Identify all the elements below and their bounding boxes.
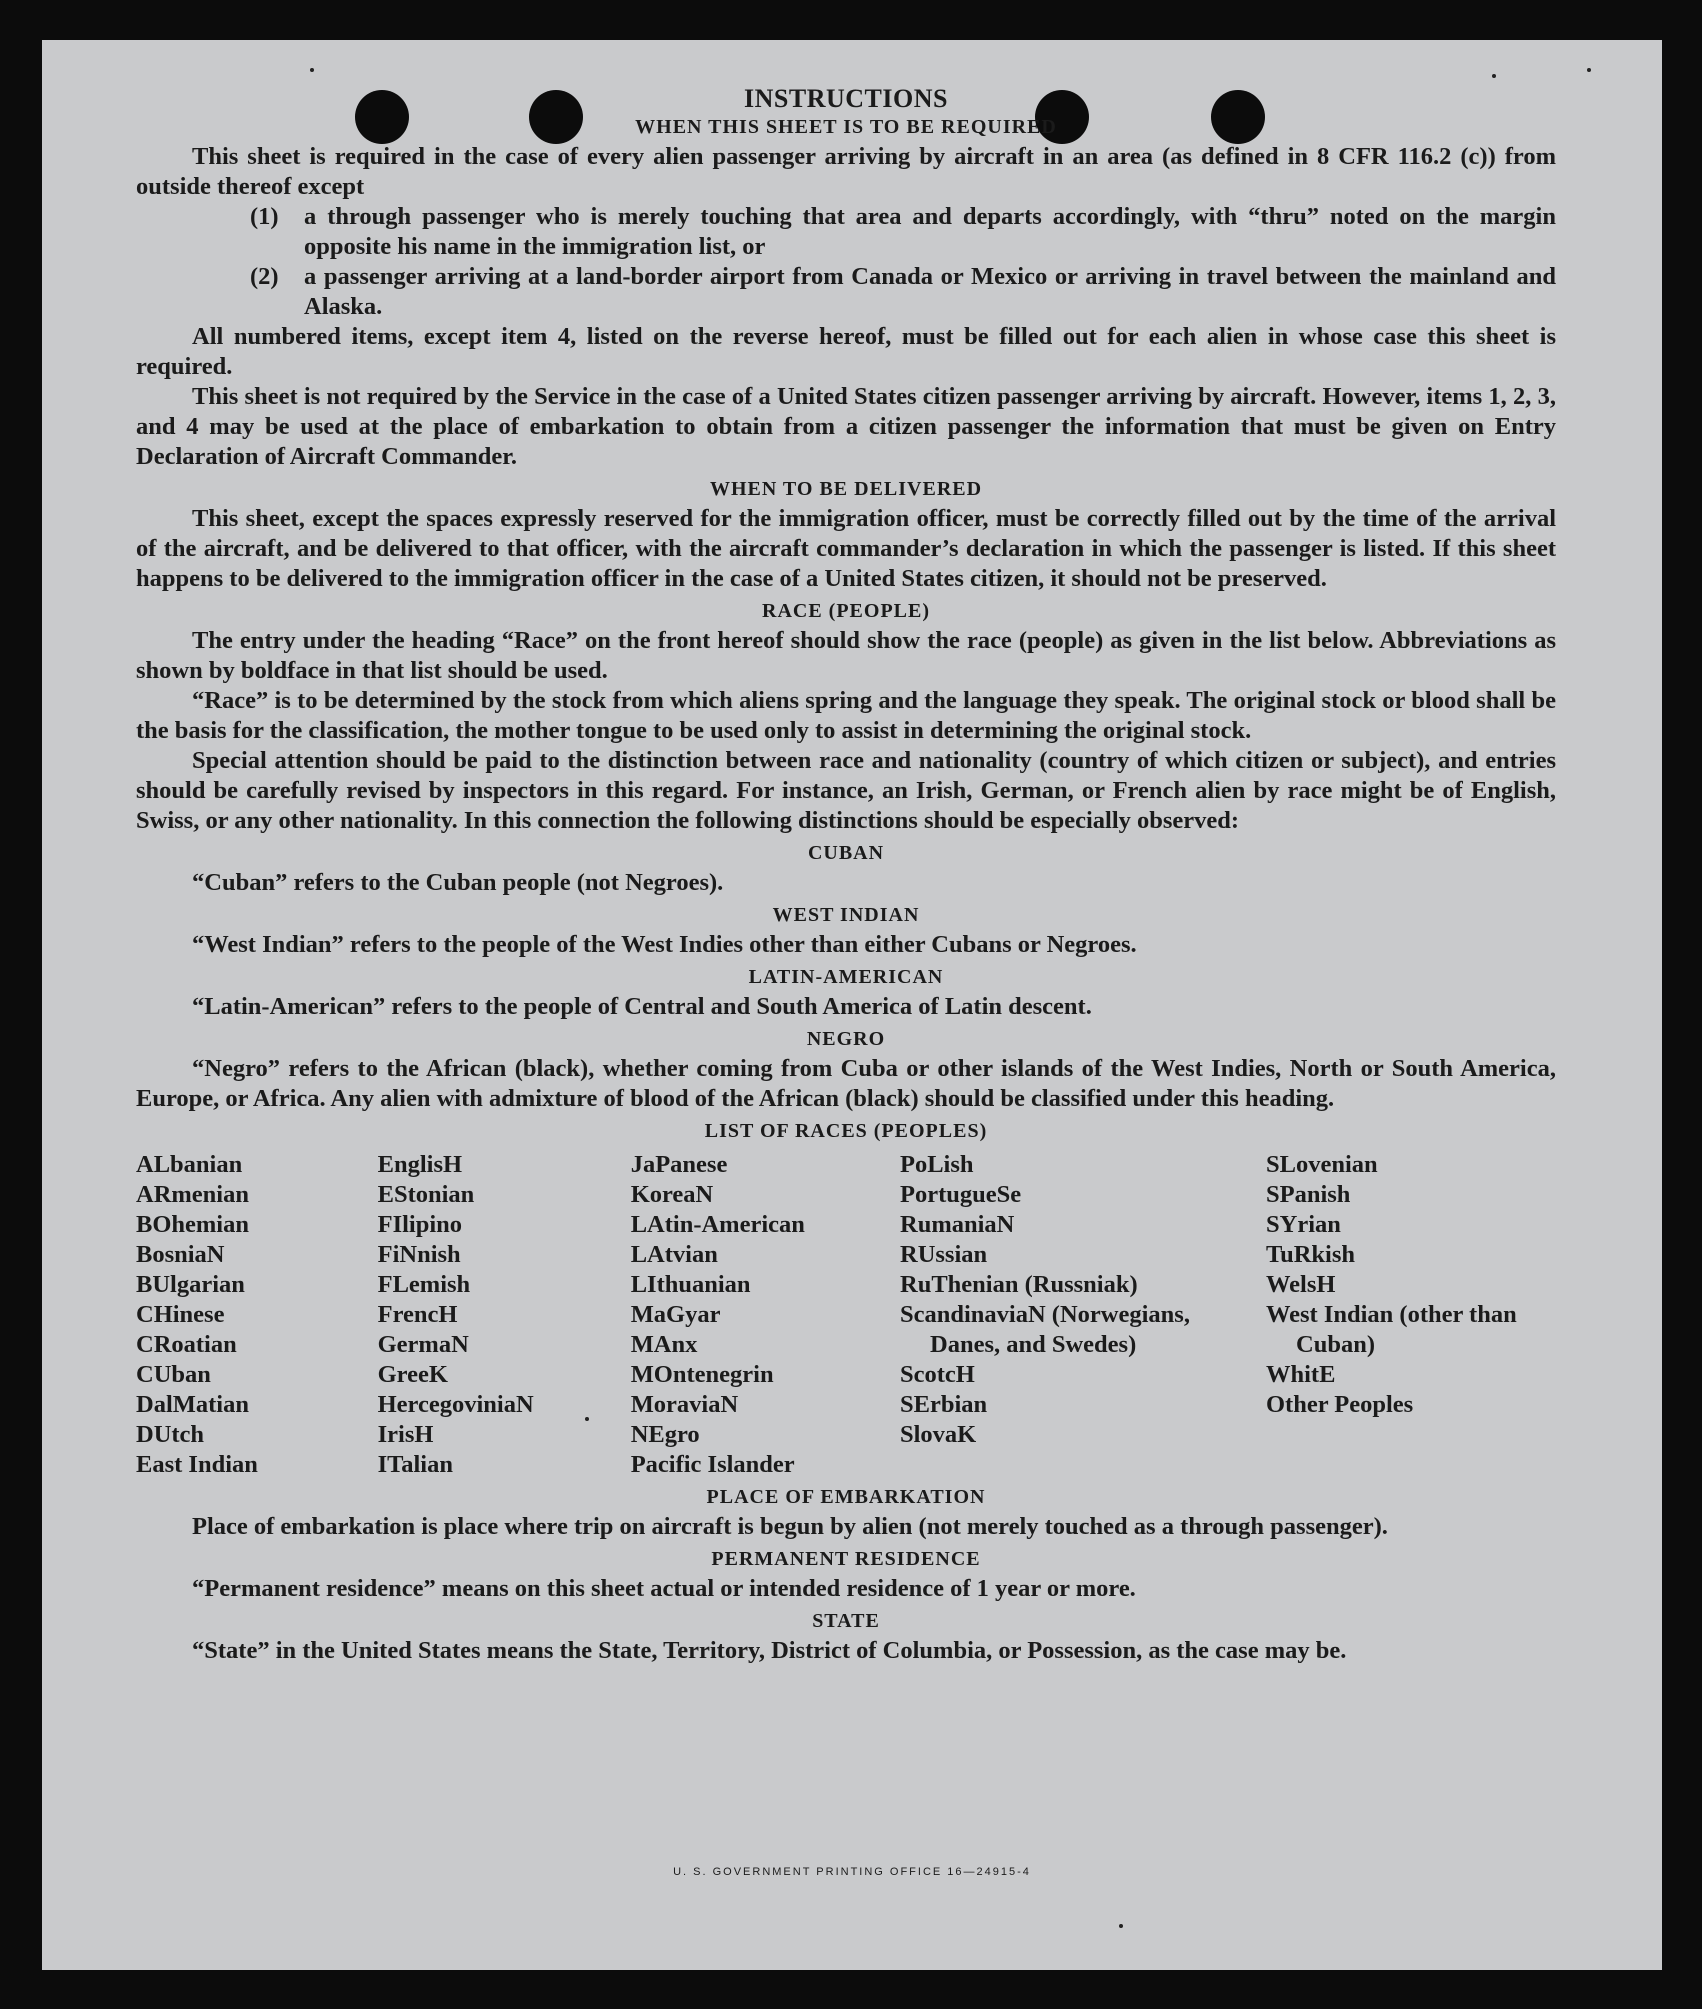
speck-mark [1492,74,1496,78]
race-entry: FrencH [377,1301,458,1328]
paragraph: “Race” is to be determined by the stock from which aliens spring and the language they speak. The original stock or blood shall be the basis for the classification, the mother tongue to be used only to assist in determining the original stock. [136,687,1556,744]
paragraph: “Negro” refers to the African (black), whether coming from Cuba or other islands of the West Indies, North or South America, Europe, or Africa. Any alien with admixture of blood of the African (black) should be classified under this heading. [136,1055,1556,1112]
section-heading: LATIN-AMERICAN [748,966,944,988]
race-entry: Other Peoples [1266,1391,1414,1418]
paragraph: “State” in the United States means the State, Territory, District of Columbia, or Possession, as the case may be. [192,1637,1347,1664]
race-entry: TuRkish [1266,1241,1356,1268]
page-title: INSTRUCTIONS [744,84,948,113]
paragraph: This sheet, except the spaces expressly reserved for the immigration officer, must be correctly filled out by the time of the arrival of the aircraft, and be delivered to that officer, with the aircraft commander’s declaration in which the passenger is listed. If this sheet happens to be delivered to the immigration officer in the case of a United States citizen, it should not be preserved. [136,505,1556,592]
speck-mark [310,68,314,72]
section-heading: WHEN THIS SHEET IS TO BE REQUIRED [635,116,1057,138]
paragraph: This sheet is required in the case of every alien passenger arriving by aircraft in an area (as defined in 8 CFR 116.2 (c)) from outside thereof except [136,143,1556,200]
race-entry: PoLish [900,1151,974,1178]
race-entry: DalMatian [136,1391,249,1418]
race-entry: LIthuanian [630,1271,751,1298]
race-entry: RuThenian (Russniak) [900,1271,1138,1298]
section-heading: CUBAN [807,842,885,864]
list-item [250,202,1556,262]
race-entry: EnglisH [377,1151,463,1178]
paragraph: “West Indian” refers to the people of the West Indies other than either Cubans or Negroes. [192,931,1137,958]
race-entry: PortugueSe [900,1181,1022,1208]
race-entry: SlovaK [900,1421,977,1448]
race-entry: Pacific Islander [630,1451,795,1478]
paragraph: All numbered items, except item 4, listed on the reverse hereof, must be filled out for each alien in whose case this sheet is required. [136,323,1556,380]
race-entry: GermaN [377,1331,469,1358]
race-entry: CRoatian [136,1331,237,1358]
race-entry: KoreaN [630,1181,714,1208]
race-entry: JaPanese [630,1151,728,1178]
paragraph: The entry under the heading “Race” on the front hereof should show the race (people) as given in the list below. Abbreviations as shown by boldface in that list should be used. [136,627,1556,684]
list-item [250,262,1556,322]
race-column [631,1150,900,1480]
paragraph: This sheet is not required by the Service in the case of a United States citizen passenger arriving by aircraft. However, items 1, 2, 3, and 4 may be used at the place of embarkation to obtain from a citizen passenger the information that must be given on Entry Declaration of Aircraft Commander. [136,383,1556,470]
race-entry: ScandinaviaN (Norwegians, Danes, and Swedes) [900,1301,1190,1358]
race-entry: FIlipino [377,1211,463,1238]
section-heading: PERMANENT RESIDENCE [711,1548,981,1570]
item-text: a through passenger who is merely touching that area and departs accordingly, with “thru” noted on the margin opposite his name in the immigration list, or [304,203,1556,260]
race-entry: NEgro [630,1421,700,1448]
instruction-sheet [42,40,1662,1970]
race-column [900,1150,1210,1480]
paragraph: Special attention should be paid to the distinction between race and nationality (country of which citizen or subject), and entries should be carefully revised by inspectors in this regard. For instance, an Irish, German, or French alien by race might be of English, Swiss, or any other nationality. In this connection the following distinctions should be especially observed: [136,747,1556,834]
paragraph: Place of embarkation is place where trip on aircraft is begun by alien (not merely touched as a through passenger). [192,1513,1388,1540]
race-entry: WelsH [1266,1271,1336,1298]
section-heading: STATE [812,1610,880,1632]
section-heading: WEST INDIAN [772,904,920,926]
race-entry: CHinese [136,1301,225,1328]
race-entry: RUssian [900,1241,988,1268]
race-entry: ScotcH [900,1361,975,1388]
section-heading: RACE (PEOPLE) [762,600,930,622]
race-entry: East Indian [136,1451,258,1478]
race-entry: MaGyar [630,1301,721,1328]
race-entry: SYrian [1266,1211,1341,1238]
race-entry: SLovenian [1266,1151,1378,1178]
printer-imprint: U. S. GOVERNMENT PRINTING OFFICE 16—24915-4 [673,1866,1031,1878]
race-entry: SErbian [900,1391,988,1418]
race-entry: HercegoviniaN [377,1391,534,1418]
section-heading: LIST OF RACES (PEOPLES) [704,1120,988,1142]
race-column [136,1150,378,1480]
race-entry: LAtvian [630,1241,718,1268]
item-number: (1) [250,203,279,230]
section-heading: NEGRO [806,1028,886,1050]
paragraph: “Latin-American” refers to the people of Central and South America of Latin descent. [192,993,1092,1020]
race-entry: West Indian (other than Cuban) [1266,1301,1517,1358]
race-entry: DUtch [136,1421,205,1448]
section-heading: PLACE OF EMBARKATION [706,1486,986,1508]
race-entry: RumaniaN [900,1211,1015,1238]
race-entry: EStonian [377,1181,475,1208]
item-number: (2) [250,263,279,290]
instructions-text [136,84,1556,1666]
paragraph: “Permanent residence” means on this sheet actual or intended residence of 1 year or more. [192,1575,1136,1602]
race-entry: BUlgarian [136,1271,245,1298]
race-entry: IrisH [377,1421,434,1448]
race-entry: ARmenian [136,1181,249,1208]
race-entry: MAnx [630,1331,698,1358]
race-entry: GreeK [377,1361,448,1388]
race-entry: BosniaN [136,1241,225,1268]
race-entry: CUban [136,1361,211,1388]
race-entry: WhitE [1266,1361,1336,1388]
race-entry: SPanish [1266,1181,1351,1208]
race-entry: MoraviaN [630,1391,739,1418]
item-text: a passenger arriving at a land-border airport from Canada or Mexico or arriving in travel between the mainland and Alaska. [304,263,1556,320]
speck-mark [1587,68,1591,72]
race-column [1266,1150,1556,1480]
paragraph: “Cuban” refers to the Cuban people (not Negroes). [192,869,724,896]
race-entry: BOhemian [136,1211,249,1238]
race-entry: FLemish [377,1271,471,1298]
race-column [378,1150,631,1480]
race-entry: ITalian [377,1451,453,1478]
section-heading: WHEN TO BE DELIVERED [709,478,983,500]
race-entry: FiNnish [377,1241,461,1268]
race-entry: ALbanian [136,1151,243,1178]
speck-mark [1119,1924,1123,1928]
race-list [136,1150,1556,1480]
race-entry: LAtin-American [630,1211,805,1238]
race-entry: MOntenegrin [630,1361,774,1388]
